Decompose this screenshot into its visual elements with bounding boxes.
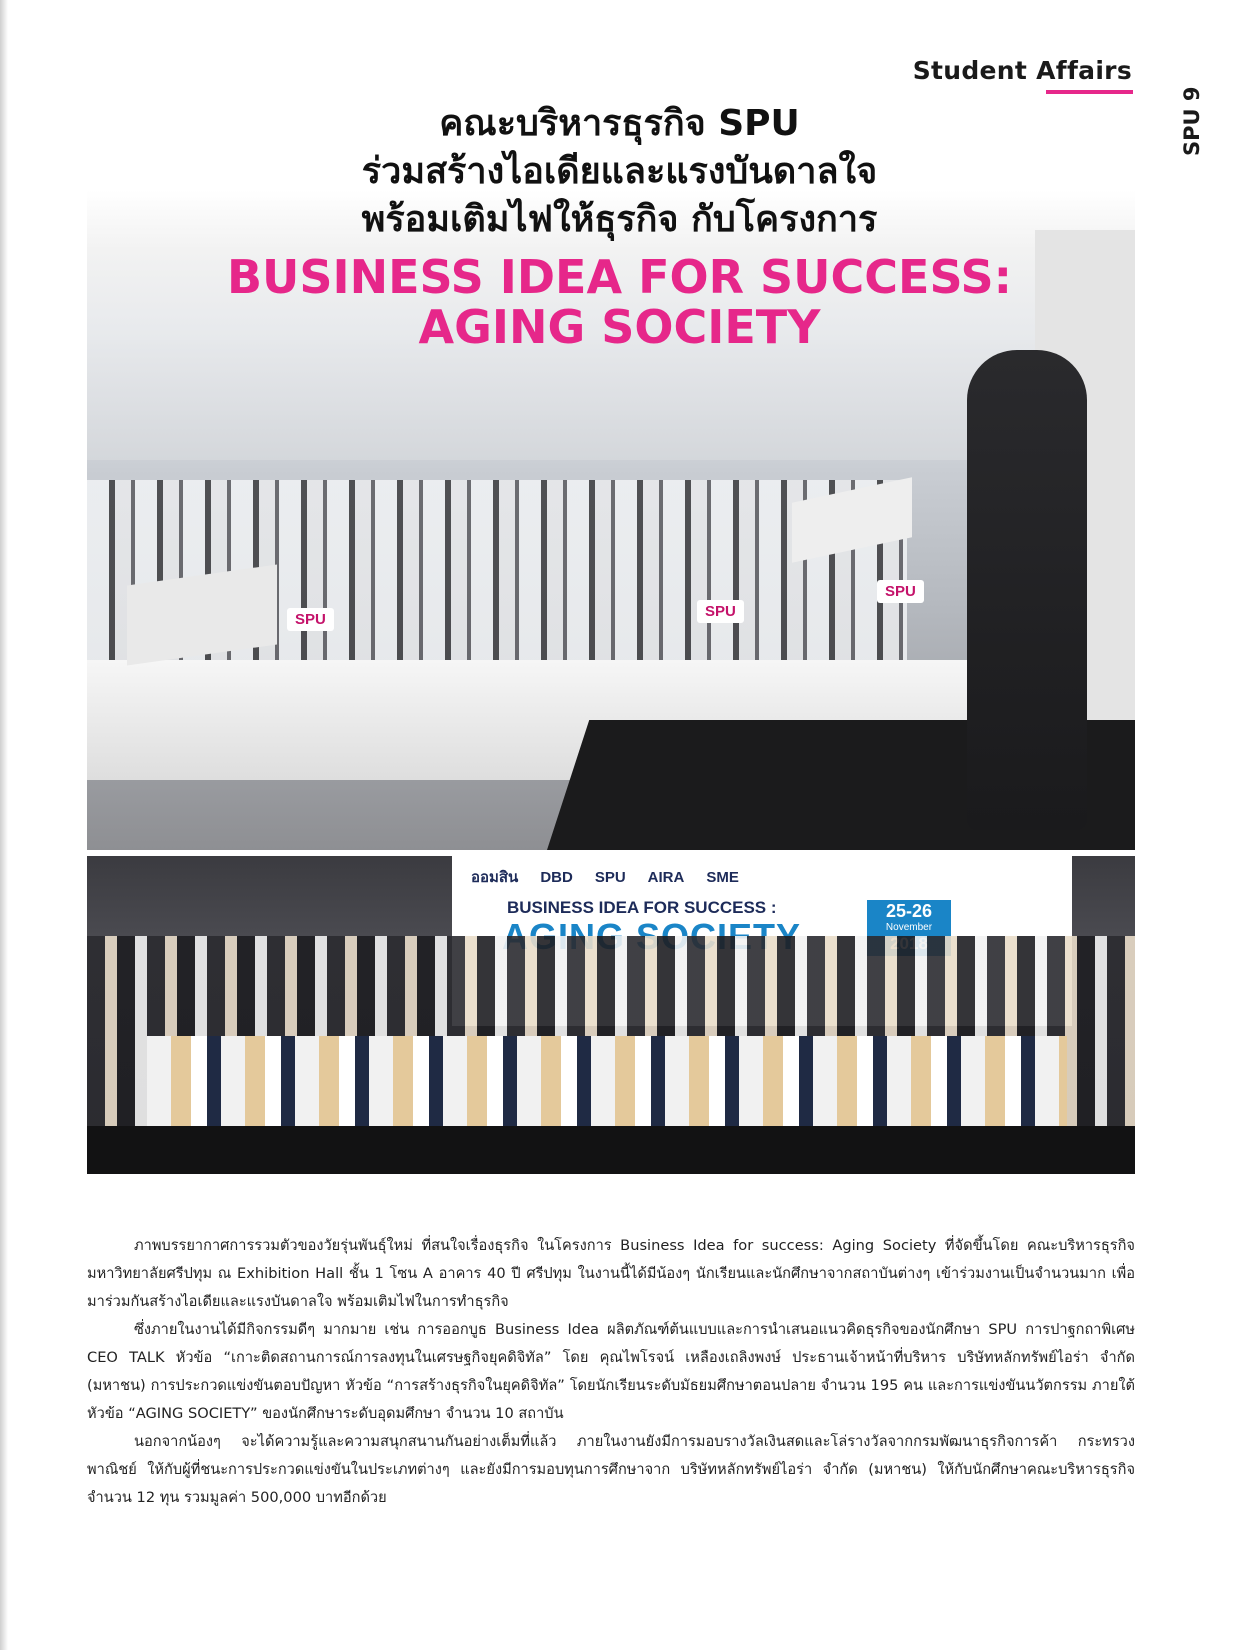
speaker-figure bbox=[967, 350, 1087, 830]
headline-thai-line: คณะบริหารธุรกิจ SPU bbox=[439, 103, 800, 144]
event-date-month: November bbox=[885, 922, 933, 933]
article-paragraph: นอกจากน้องๆ จะได้ความรู้และความสนุกสนานกันอย่างเต็มที่แล้ว ภายในงานยังมีการมอบรางวัลเงินสดและโล่รางวัลจากกรมพัฒนาธุรกิจการค้า กระทรวงพาณิชย์ ให้กับผู้ที่ชนะการประกวดแข่งขันในประเภทต่างๆ และยังมีการมอบทุนการศึกษาจาก บริษัทหลักทรัพย์ไอร่า จำกัด (มหาชน) ให้กับนักศึกษาคณะบริหารธุรกิจ จำนวน 12 ทุน รวมมูลค่า 500,000 บาทอีกด้วย bbox=[87, 1433, 1135, 1506]
stage-floor-dark bbox=[87, 1126, 1135, 1174]
section-label: Student Affairs bbox=[912, 56, 1132, 85]
article-body bbox=[87, 1232, 1135, 1512]
article-headline bbox=[0, 100, 1239, 352]
sponsor-logo: DBD bbox=[536, 867, 577, 888]
backdrop-title: BUSINESS IDEA FOR SUCCESS : bbox=[507, 898, 777, 917]
section-underline bbox=[1046, 90, 1133, 94]
article-paragraph: ซึ่งภายในงานได้มีกิจกรรมดีๆ มากมาย เช่น การออกบูธ Business Idea ผลิตภัณฑ์ต้นแบบและการนำเสนอแนวคิดธุรกิจของนักศึกษา SPU การปาฐกถาพิเศษ CEO TALK หัวข้อ “เกาะติดสถานการณ์การลงทุนในเศรษฐกิจยุคดิจิทัล” โดย คุณไพโรจน์ เหลืองเถลิงพงษ์ ประธานเจ้าหน้าที่บริหาร บริษัทหลักทรัพย์ไอร่า จำกัด (มหาชน) การประกวดแข่งขันตอบปัญหา หัวข้อ “การสร้างธุรกิจในยุคดิจิทัล” โดยนักเรียนระดับมัธยมศึกษาตอนปลาย จำนวน 195 คน และการแข่งขันนวัตกรรม ภายใต้หัวข้อ “AGING SOCIETY” ของนักศึกษาระดับอุดมศึกษา จำนวน 10 สถาบัน bbox=[87, 1321, 1135, 1422]
group-photo bbox=[87, 856, 1135, 1174]
front-row-winners bbox=[147, 1036, 1067, 1136]
headline-thai-line: ร่วมสร้างไอเดียและแรงบันดาลใจ bbox=[361, 151, 878, 192]
sponsor-logos bbox=[467, 862, 947, 892]
table-logo-tag: SPU bbox=[287, 608, 334, 631]
brand-page-marker-text: SPU 9 bbox=[1180, 86, 1204, 156]
sponsor-logo: AIRA bbox=[644, 867, 689, 888]
event-date-days: 25-26 bbox=[885, 901, 933, 921]
table-logo-tag: SPU bbox=[877, 580, 924, 603]
sponsor-logo: SME bbox=[702, 867, 743, 888]
sponsor-logo: SPU bbox=[591, 867, 630, 888]
headline-thai-line: พร้อมเติมไฟให้ธุรกิจ กับโครงการ bbox=[361, 199, 878, 240]
table-logo-tag: SPU bbox=[697, 600, 744, 623]
headline-english-line: AGING SOCIETY bbox=[418, 300, 821, 354]
sponsor-logo: ออมสิน bbox=[467, 863, 522, 891]
headline-english-line: BUSINESS IDEA FOR SUCCESS: bbox=[226, 250, 1013, 304]
article-paragraph: ภาพบรรยากาศการรวมตัวของวัยรุ่นพันธุ์ใหม่ ที่สนใจเรื่องธุรกิจ ในโครงการ Business Idea for success: Aging Society ที่จัดขึ้นโดย คณะบริหารธุรกิจ มหาวิทยาลัยศรีปทุม ณ Exhibition Hall ชั้น 1 โซน A อาคาร 40 ปี ศรีปทุม ในงานนี้ได้มีน้องๆ นักเรียนและนักศึกษาจากสถาบันต่างๆ เข้าร่วมงานเป็นจำนวนมาก เพื่อมาร่วมกันสร้างไอเดียและแรงบันดาลใจ พร้อมเติมไฟในการทำธุรกิจ bbox=[87, 1237, 1135, 1310]
